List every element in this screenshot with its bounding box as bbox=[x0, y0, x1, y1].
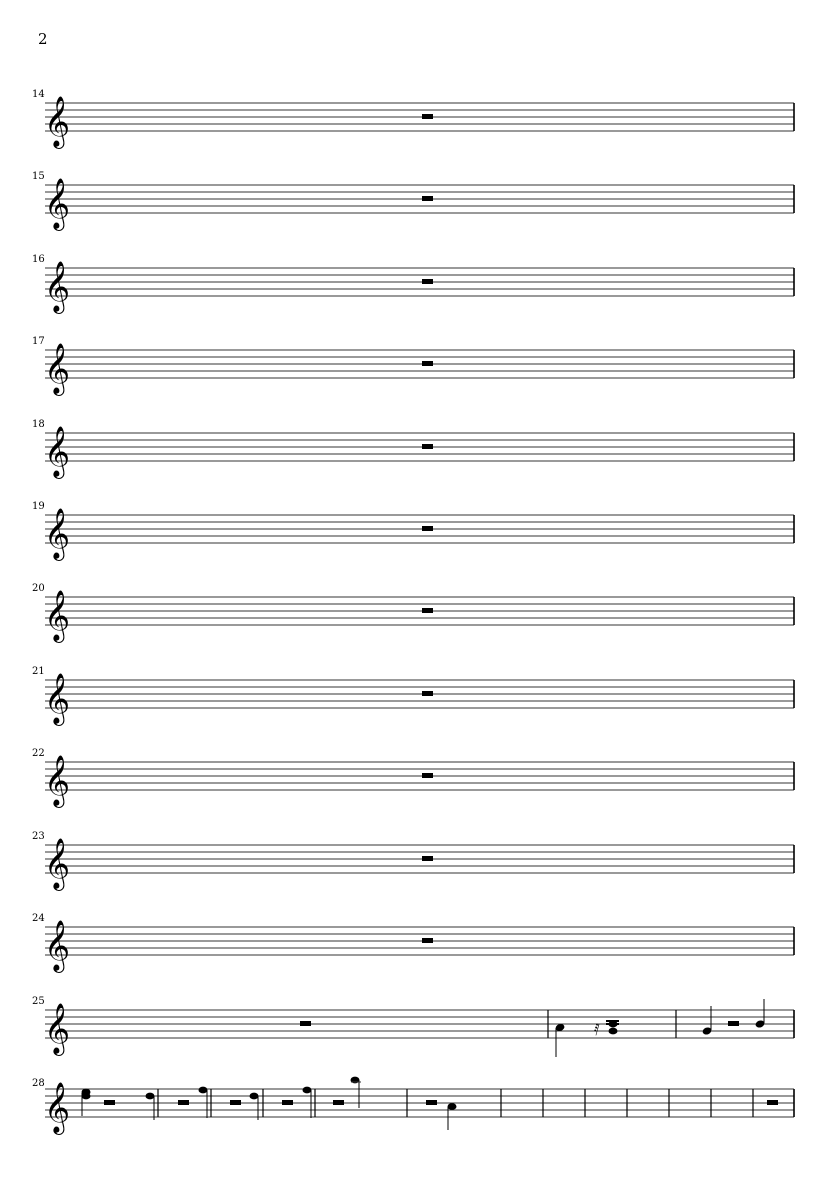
staff bbox=[0, 989, 835, 1064]
staff-system bbox=[0, 82, 835, 152]
treble-clef-icon: 𝄞 bbox=[44, 508, 71, 559]
treble-clef-icon: 𝄞 bbox=[44, 755, 71, 806]
whole-rest bbox=[422, 691, 433, 696]
whole-rest bbox=[422, 526, 433, 531]
note-head bbox=[303, 1087, 312, 1094]
staff-system bbox=[0, 247, 835, 317]
staff-system bbox=[0, 906, 835, 976]
whole-rest bbox=[422, 361, 433, 366]
measure-number: 14 bbox=[32, 89, 45, 100]
treble-clef-icon: 𝄞 bbox=[44, 920, 71, 971]
measure-number: 16 bbox=[32, 254, 45, 265]
measure-number: 23 bbox=[32, 831, 45, 842]
measure-number: 19 bbox=[32, 501, 45, 512]
measure-number: 25 bbox=[32, 996, 45, 1007]
staff bbox=[0, 741, 835, 811]
note-head bbox=[250, 1093, 259, 1100]
half-rest bbox=[426, 1100, 437, 1105]
half-rest bbox=[178, 1100, 189, 1105]
staff-system bbox=[0, 989, 835, 1064]
whole-rest bbox=[422, 856, 433, 861]
sixtyfourth-rest-icon: 𝅀 bbox=[594, 1020, 600, 1039]
measure-number: 22 bbox=[32, 748, 45, 759]
treble-clef-icon: 𝄞 bbox=[44, 1082, 71, 1133]
treble-clef-icon: 𝄞 bbox=[44, 178, 71, 229]
page-number: 2 bbox=[38, 30, 48, 48]
staff bbox=[0, 412, 835, 482]
measure-number: 24 bbox=[32, 913, 45, 924]
staff-system bbox=[0, 741, 835, 811]
whole-rest bbox=[300, 1021, 311, 1026]
whole-rest bbox=[422, 608, 433, 613]
measure-number: 28 bbox=[32, 1078, 45, 1089]
staff-system bbox=[0, 1068, 835, 1148]
treble-clef-icon: 𝄞 bbox=[44, 590, 71, 641]
treble-clef-icon: 𝄞 bbox=[44, 426, 71, 477]
staff bbox=[0, 494, 835, 564]
whole-rest bbox=[422, 773, 433, 778]
treble-clef-icon: 𝄞 bbox=[44, 838, 71, 889]
half-rest bbox=[333, 1100, 344, 1105]
half-rest bbox=[230, 1100, 241, 1105]
note-head bbox=[448, 1103, 457, 1110]
staff bbox=[0, 247, 835, 317]
staff bbox=[0, 164, 835, 234]
whole-rest bbox=[422, 114, 433, 119]
staff bbox=[0, 906, 835, 976]
treble-clef-icon: 𝄞 bbox=[44, 1003, 71, 1054]
half-rest bbox=[728, 1021, 739, 1026]
staff bbox=[0, 82, 835, 152]
staff-system bbox=[0, 412, 835, 482]
staff bbox=[0, 329, 835, 399]
whole-rest bbox=[767, 1100, 778, 1105]
treble-clef-icon: 𝄞 bbox=[44, 343, 71, 394]
whole-rest bbox=[422, 444, 433, 449]
staff bbox=[0, 824, 835, 894]
measure-number: 15 bbox=[32, 171, 45, 182]
treble-clef-icon: 𝄞 bbox=[44, 96, 71, 147]
measure-number: 18 bbox=[32, 419, 45, 430]
whole-rest bbox=[422, 196, 433, 201]
note-head bbox=[609, 1028, 618, 1035]
note-head bbox=[82, 1093, 91, 1100]
whole-rest bbox=[422, 938, 433, 943]
staff-system bbox=[0, 329, 835, 399]
staff-system bbox=[0, 494, 835, 564]
half-rest bbox=[104, 1100, 115, 1105]
treble-clef-icon: 𝄞 bbox=[44, 261, 71, 312]
staff bbox=[0, 659, 835, 729]
staff-system bbox=[0, 576, 835, 646]
staff bbox=[0, 1068, 835, 1148]
treble-clef-icon: 𝄞 bbox=[44, 673, 71, 724]
staff-system bbox=[0, 659, 835, 729]
measure-number: 17 bbox=[32, 336, 45, 347]
measure-number: 20 bbox=[32, 583, 45, 594]
beam bbox=[606, 1023, 619, 1025]
whole-rest bbox=[422, 279, 433, 284]
measure-number: 21 bbox=[32, 666, 45, 677]
staff bbox=[0, 576, 835, 646]
beam bbox=[606, 1020, 619, 1022]
staff-system bbox=[0, 164, 835, 234]
note-head bbox=[146, 1093, 155, 1100]
half-rest bbox=[282, 1100, 293, 1105]
note-head bbox=[199, 1087, 208, 1094]
staff-system bbox=[0, 824, 835, 894]
